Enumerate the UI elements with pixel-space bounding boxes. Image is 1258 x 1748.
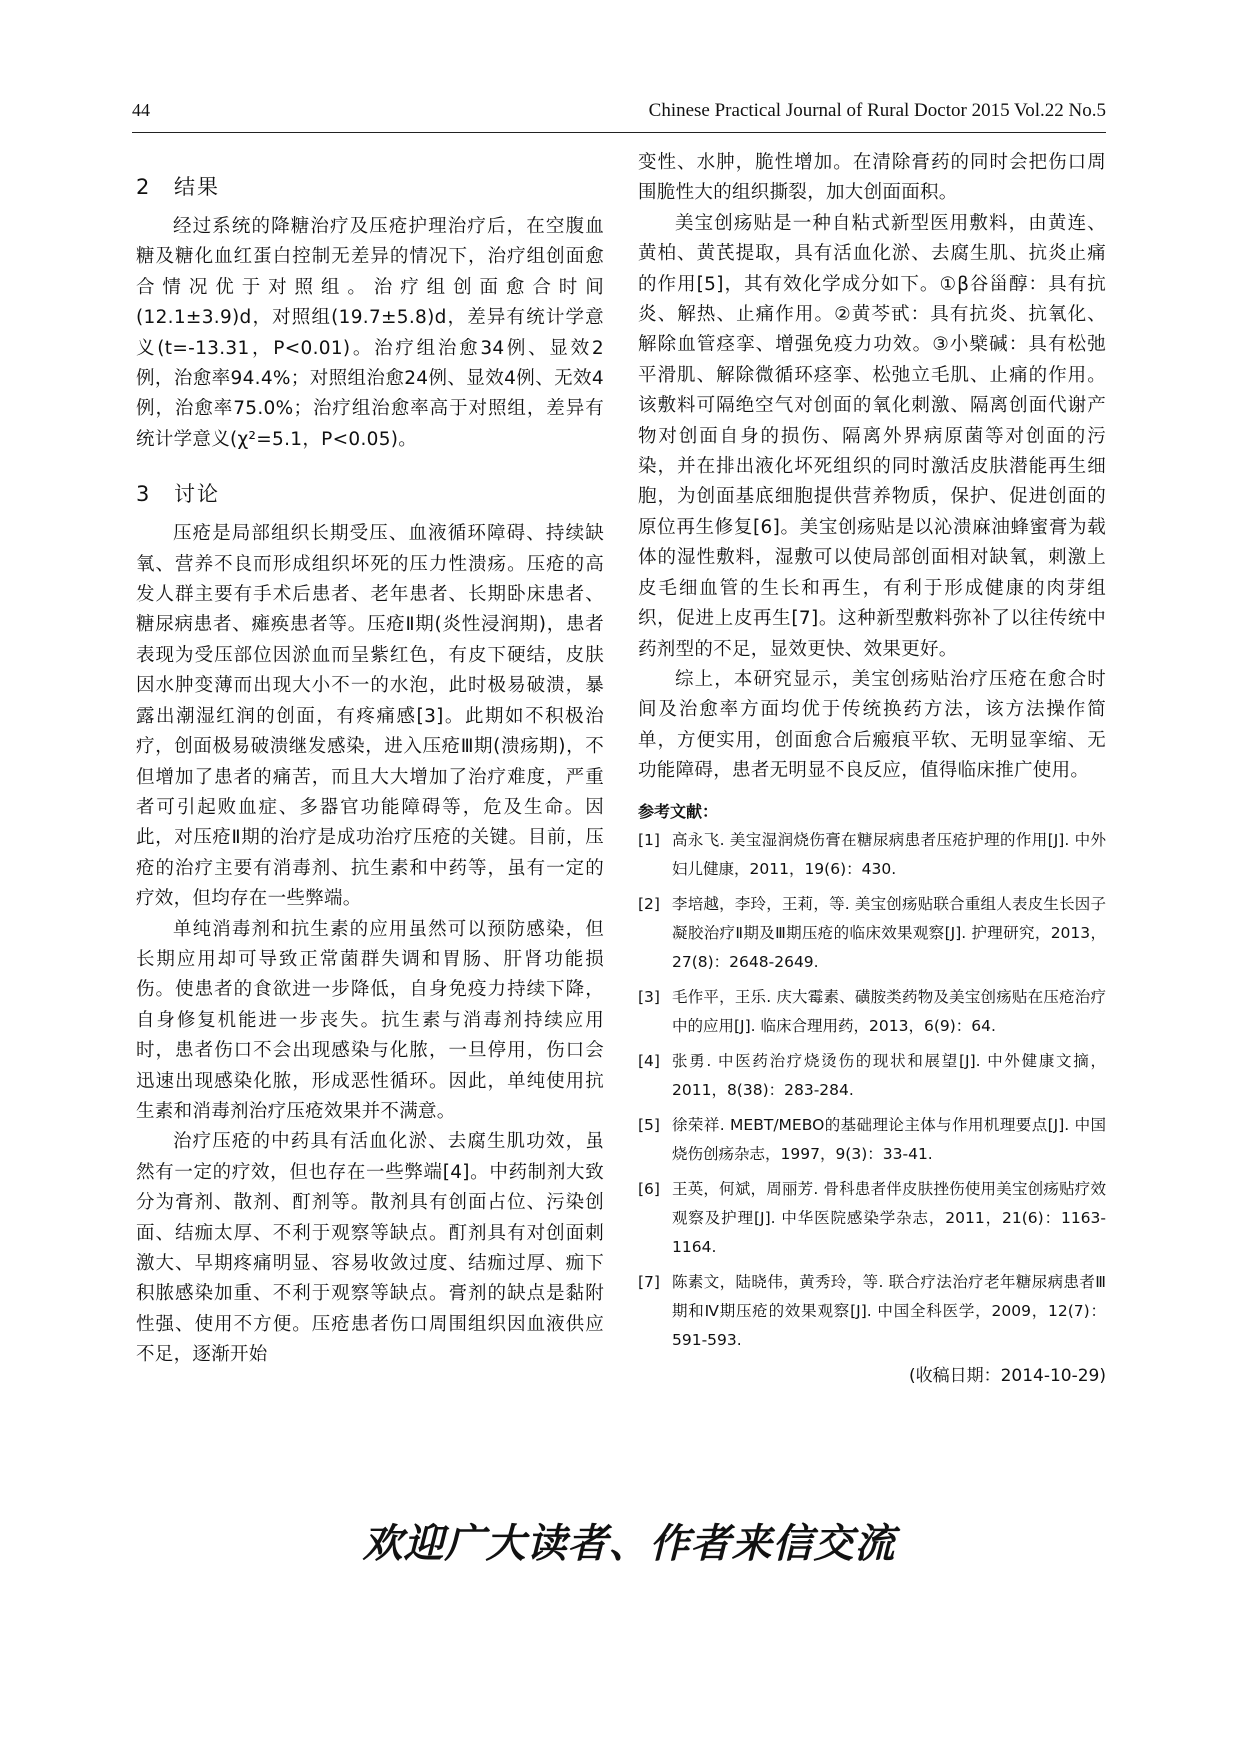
reference-item bbox=[638, 1175, 1106, 1262]
reference-list bbox=[638, 826, 1106, 1355]
reference-item bbox=[638, 1268, 1106, 1355]
reference-number: [3] bbox=[638, 987, 660, 1006]
references-heading: 参考文献： bbox=[638, 801, 719, 821]
reference-number: [2] bbox=[638, 894, 660, 913]
reference-text: 高永飞. 美宝湿润烧伤膏在糖尿病患者压疮护理的作用[J]. 中外妇儿健康，2011，19(6)：430. bbox=[672, 830, 1106, 878]
right-column bbox=[638, 148, 1106, 1386]
reference-number: [4] bbox=[638, 1051, 660, 1070]
running-header bbox=[132, 98, 1106, 133]
reference-item bbox=[638, 826, 1106, 884]
reference-text: 王英，何斌，周丽芳. 骨科患者伴皮肤挫伤使用美宝创疡贴疗效观察及护理[J]. 中华医院感染学杂志，2011，21(6)：1163-1164. bbox=[672, 1179, 1106, 1256]
section-number: 2 bbox=[136, 175, 152, 199]
reference-text: 徐荣祥. MEBT/MEBO的基础理论主体与作用机理要点[J]. 中国烧伤创疡杂志，1997，9(3)：33-41. bbox=[672, 1115, 1106, 1163]
discussion-paragraph: 美宝创疡贴是一种自粘式新型医用敷料，由黄连、黄柏、黄芪提取，具有活血化淤、去腐生肌、抗炎止痛的作用[5]，其有效化学成分如下。①β谷甾醇：具有抗炎、解热、止痛作用。②黄芩甙：具有抗炎、抗氧化、解除血管痉挛、增强免疫力功效。③小檗碱：具有松弛平滑肌、解除微循环痉挛、松弛立毛肌、止痛的作用。该敷料可隔绝空气对创面的氧化刺激、隔离创面代谢产物对创面自身的损伤、隔离外界病原菌等对创面的污染，并在排出液化坏死组织的同时激活皮肤潜能再生细胞，为创面基底细胞提供营养物质，保护、促进创面的原位再生修复[6]。美宝创疡贴是以沁溃麻油蜂蜜膏为载体的湿性敷料，湿敷可以使局部创面相对缺氧，刺激上皮毛细血管的生长和再生，有利于形成健康的肉芽组织，促进上皮再生[7]。这种新型敷料弥补了以往传统中药剂型的不足，显效更快、效果更好。 bbox=[638, 212, 1106, 660]
discussion-continued-paragraph: 变性、水肿，脆性增加。在清除膏药的同时会把伤口周围脆性大的组织撕裂，加大创面面积。 bbox=[638, 152, 1106, 204]
reference-text: 毛作平，王乐. 庆大霉素、磺胺类药物及美宝创疡贴在压疮治疗中的应用[J]. 临床合理用药，2013，6(9)：64. bbox=[672, 987, 1106, 1035]
discussion-paragraph: 治疗压疮的中药具有活血化淤、去腐生肌功效，虽然有一定的疗效，但也存在一些弊端[4]。中药制剂大致分为膏剂、散剂、酊剂等。散剂具有创面占位、污染创面、结痂太厚、不利于观察等缺点。酊剂具有对创面刺激大、早期疼痛明显、容易收敛过度、结痂过厚、痂下积脓感染加重、不利于观察等缺点。膏剂的缺点是黏附性强、使用不方便。压疮患者伤口周围组织因血液供应不足，逐渐开始 bbox=[136, 1131, 604, 1366]
section-heading-discussion bbox=[136, 475, 604, 513]
discussion-paragraph: 压疮是局部组织长期受压、血液循环障碍、持续缺氧、营养不良而形成组织坏死的压力性溃疡。压疮的高发人群主要有手术后患者、老年患者、长期卧床患者、糖尿病患者、瘫痪患者等。压疮Ⅱ期(炎性浸润期)，患者表现为受压部位因淤血而呈紫红色，有皮下硬结，皮肤因水肿变薄而出现大小不一的水泡，此时极易破溃，暴露出潮湿红润的创面，有疼痛感[3]。此期如不积极治疗，创面极易破溃继发感染，进入压疮Ⅲ期(溃疡期)，不但增加了患者的痛苦，而且大大增加了治疗难度，严重者可引起败血症、多器官功能障碍等，危及生命。因此，对压疮Ⅱ期的治疗是成功治疗压疮的关键。目前，压疮的治疗主要有消毒剂、抗生素和中药等，虽有一定的疗效，但均存在一些弊端。 bbox=[136, 523, 604, 910]
reference-item bbox=[638, 983, 1106, 1041]
reference-text: 李培越，李玲，王莉，等. 美宝创疡贴联合重组人表皮生长因子凝胶治疗Ⅱ期及Ⅲ期压疮的临床效果观察[J]. 护理研究，2013，27(8)：2648-2649. bbox=[672, 894, 1106, 971]
section-title: 讨论 bbox=[174, 482, 220, 507]
reference-number: [1] bbox=[638, 830, 660, 849]
reference-number: [6] bbox=[638, 1179, 660, 1198]
results-paragraph: 经过系统的降糖治疗及压疮护理治疗后，在空腹血糖及糖化血红蛋白控制无差异的情况下，治疗组创面愈合情况优于对照组。治疗组创面愈合时间(12.1±3.9)d，对照组(19.7±5.8)d，差异有统计学意义(t=-13.31，P<0.01)。治疗组治愈34例、显效2例，治愈率94.4%；对照组治愈24例、显效4例、无效4例，治愈率75.0%；治疗组治愈率高于对照组，差异有统计学意义(χ²=5.1，P<0.05)。 bbox=[136, 216, 604, 450]
reference-text: 陈素文，陆晓伟，黄秀玲，等. 联合疗法治疗老年糖尿病患者Ⅲ期和Ⅳ期压疮的效果观察[J]. 中国全科医学，2009，12(7)：591-593. bbox=[672, 1272, 1106, 1349]
reference-number: [5] bbox=[638, 1115, 660, 1134]
reader-invitation-banner: 欢迎广大读者、作者来信交流 bbox=[362, 1520, 896, 1567]
section-heading-results bbox=[136, 168, 604, 206]
reference-item bbox=[638, 1047, 1106, 1105]
page-number: 44 bbox=[132, 100, 150, 120]
received-date: (收稿日期：2014-10-29) bbox=[908, 1365, 1106, 1386]
reference-item bbox=[638, 890, 1106, 977]
conclusion-paragraph: 综上，本研究显示，美宝创疡贴治疗压疮在愈合时间及治愈率方面均优于传统换药方法，该方法操作简单，方便实用，创面愈合后瘢痕平软、无明显挛缩、无功能障碍，患者无明显不良反应，值得临床推广使用。 bbox=[638, 668, 1106, 782]
section-number: 3 bbox=[136, 482, 152, 507]
reference-text: 张勇. 中医药治疗烧烫伤的现状和展望[J]. 中外健康文摘，2011，8(38)：283-284. bbox=[672, 1051, 1106, 1099]
section-title: 结果 bbox=[174, 175, 220, 199]
journal-title: Chinese Practical Journal of Rural Doctor 2015 Vol.22 No.5 bbox=[648, 100, 1106, 121]
reference-number: [7] bbox=[638, 1272, 660, 1291]
discussion-paragraph: 单纯消毒剂和抗生素的应用虽然可以预防感染，但长期应用却可导致正常菌群失调和胃肠、肝肾功能损伤。使患者的食欲进一步降低，自身免疫力持续下降，自身修复机能进一步丧失。抗生素与消毒剂持续应用时，患者伤口不会出现感染与化脓，一旦停用，伤口会迅速出现感染化脓，形成恶性循环。因此，单纯使用抗生素和消毒剂治疗压疮效果并不满意。 bbox=[136, 918, 604, 1122]
reference-item bbox=[638, 1111, 1106, 1169]
left-column bbox=[136, 148, 604, 1371]
